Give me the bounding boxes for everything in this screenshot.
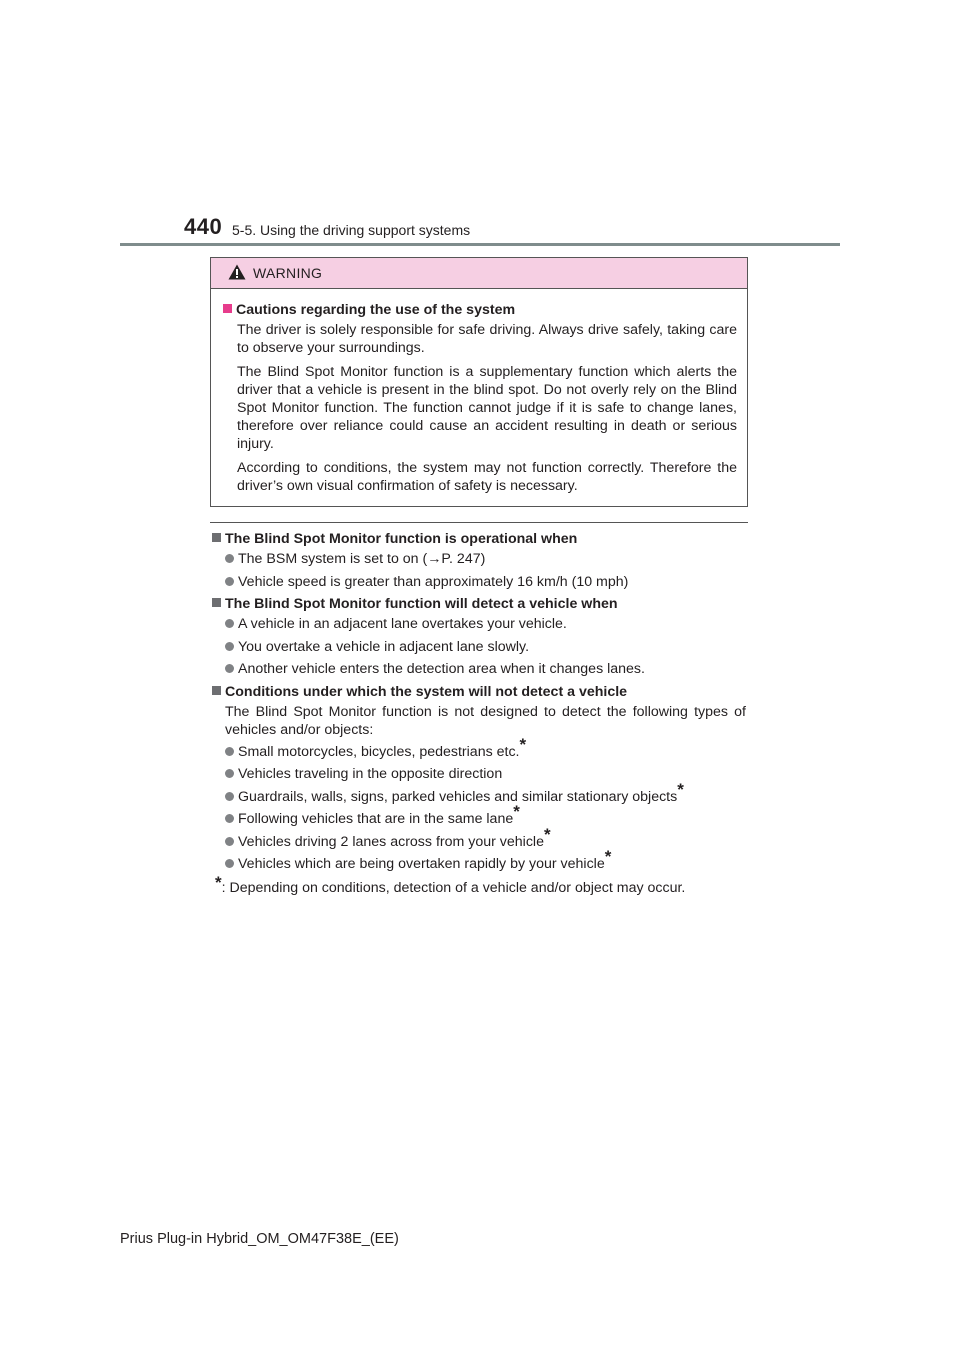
square-bullet-icon bbox=[223, 304, 232, 313]
round-bullet-icon bbox=[225, 814, 234, 823]
warning-label: WARNING bbox=[253, 265, 323, 281]
footnote bbox=[215, 873, 746, 897]
asterisk-mark: * bbox=[519, 734, 527, 754]
round-bullet-icon bbox=[225, 577, 234, 586]
warning-heading bbox=[223, 301, 737, 319]
round-bullet-icon bbox=[225, 769, 234, 778]
section-intro: The Blind Spot Monitor function is not designed to detect the following types of vehicles and/or objects: bbox=[225, 703, 746, 738]
list-item bbox=[225, 734, 746, 761]
section-heading-text: The Blind Spot Monitor function is operational when bbox=[225, 531, 578, 547]
section-heading bbox=[212, 595, 746, 613]
round-bullet-icon bbox=[225, 664, 234, 673]
section-heading bbox=[212, 683, 746, 701]
list-item-text: The BSM system is set to on (→P. 247) bbox=[238, 551, 486, 567]
round-bullet-icon bbox=[225, 642, 234, 651]
list-item bbox=[225, 638, 746, 656]
list-item-text: Following vehicles that are in the same lane bbox=[238, 811, 514, 827]
list-item bbox=[225, 615, 746, 633]
asterisk-mark: * bbox=[543, 824, 551, 844]
list-item bbox=[225, 824, 746, 851]
document-footer: Prius Plug-in Hybrid_OM_OM47F38E_(EE) bbox=[120, 1231, 399, 1247]
square-bullet-icon bbox=[212, 533, 221, 542]
warning-paragraph: The Blind Spot Monitor function is a supplementary function which alerts the driver that a vehicle is present in the blind spot. Do not overly rely on the Blind Spot Monitor function. The function cannot judge if it is safe to change lanes, therefore over reliance could cause an accident resulting in death or serious injury. bbox=[237, 364, 737, 452]
warning-paragraph: According to conditions, the system may not function correctly. Therefore the driver’s own visual confirmation of safety is necessary. bbox=[237, 460, 737, 494]
asterisk-mark: * bbox=[215, 873, 222, 892]
list-item bbox=[225, 573, 746, 591]
list-item-text: You overtake a vehicle in adjacent lane slowly. bbox=[238, 638, 530, 655]
list-item-text: Small motorcycles, bicycles, pedestrians etc. bbox=[238, 743, 520, 760]
round-bullet-icon bbox=[225, 747, 234, 756]
warning-triangle-icon bbox=[228, 264, 246, 280]
main-content bbox=[212, 528, 746, 897]
warning-paragraph: The driver is solely responsible for safe driving. Always drive safely, taking care to observe your surroundings. bbox=[237, 322, 737, 356]
list-item bbox=[225, 765, 746, 783]
header-rule bbox=[120, 243, 840, 246]
list-item bbox=[225, 660, 746, 678]
warning-heading-text: Cautions regarding the use of the system bbox=[236, 302, 516, 318]
list-item-text: A vehicle in an adjacent lane overtakes your vehicle. bbox=[238, 616, 567, 632]
page-number: 440 bbox=[184, 214, 223, 239]
round-bullet-icon bbox=[225, 554, 234, 563]
list-item-text: Vehicles which are being overtaken rapidly by your vehicle bbox=[238, 856, 605, 872]
asterisk-mark: * bbox=[513, 802, 520, 821]
square-bullet-icon bbox=[212, 598, 221, 607]
list-item-text: Vehicles driving 2 lanes across from your vehicle bbox=[238, 833, 544, 850]
list-item bbox=[225, 550, 746, 568]
section-heading-text: Conditions under which the system will not detect a vehicle bbox=[225, 683, 628, 700]
list-item bbox=[225, 779, 746, 806]
round-bullet-icon bbox=[225, 619, 234, 628]
round-bullet-icon bbox=[225, 792, 234, 801]
list-item-text: Vehicles traveling in the opposite direction bbox=[238, 766, 503, 782]
section-heading bbox=[212, 530, 746, 548]
asterisk-mark: * bbox=[604, 847, 612, 866]
section-heading-text: The Blind Spot Monitor function will detect a vehicle when bbox=[225, 596, 618, 612]
list-item-text: Another vehicle enters the detection area when it changes lanes. bbox=[238, 661, 645, 677]
round-bullet-icon bbox=[225, 859, 234, 868]
square-bullet-icon bbox=[212, 686, 221, 695]
warning-body bbox=[211, 289, 747, 495]
list-item-text: Guardrails, walls, signs, parked vehicles and similar stationary objects bbox=[238, 788, 678, 805]
footnote-text: : Depending on conditions, detection of a vehicle and/or object may occur. bbox=[221, 880, 686, 896]
section-rule bbox=[210, 522, 748, 523]
section-title: 5-5. Using the driving support systems bbox=[232, 222, 471, 238]
round-bullet-icon bbox=[225, 837, 234, 846]
list-item-text: Vehicle speed is greater than approximately 16 km/h (10 mph) bbox=[238, 573, 629, 590]
list-item bbox=[225, 802, 746, 828]
asterisk-mark: * bbox=[677, 779, 684, 799]
warning-header bbox=[211, 258, 747, 289]
list-item bbox=[225, 847, 746, 873]
warning-box bbox=[210, 257, 748, 507]
